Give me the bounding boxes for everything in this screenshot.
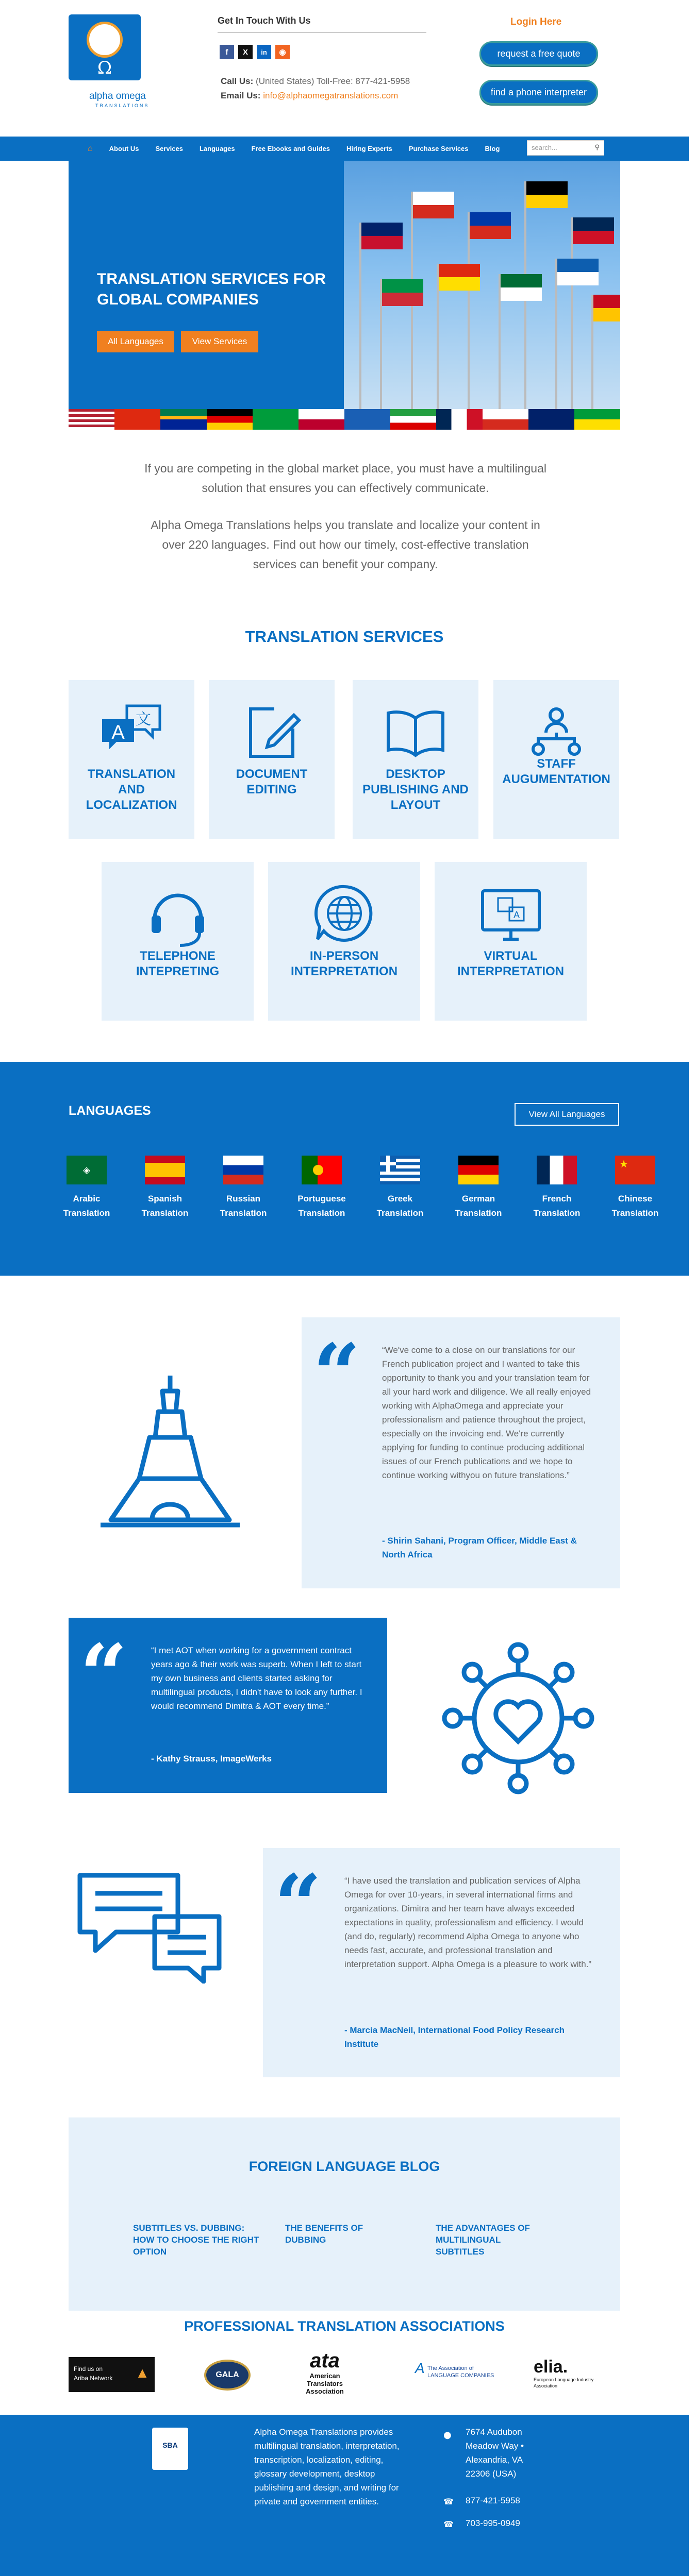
headset-icon	[144, 882, 211, 948]
testimonial-card	[263, 1848, 620, 2077]
association-line: LANGUAGE COMPANIES	[427, 2372, 494, 2379]
language-sub: Translation	[63, 1208, 110, 1218]
rss-icon[interactable]: ◉	[275, 45, 290, 59]
footer-phone-2[interactable]: 703-995-0949	[466, 2518, 520, 2528]
testimonial-author: - Shirin Sahani, Program Officer, Middle East & North Africa	[382, 1536, 577, 1560]
location-icon: ●	[443, 2430, 452, 2441]
flag-pole	[468, 212, 470, 429]
site-logo[interactable]	[69, 14, 150, 110]
service-card-telephone[interactable]	[102, 862, 254, 1021]
flag-pole	[380, 279, 382, 429]
flag	[382, 293, 423, 306]
gala-logo[interactable]	[204, 2360, 251, 2391]
flag	[361, 236, 403, 249]
language-sub: Translation	[141, 1208, 189, 1218]
language-sub: Translation	[220, 1208, 267, 1218]
flag-pole	[499, 274, 501, 429]
eiffel-tower-icon	[90, 1370, 250, 1535]
associations-title: PROFESSIONAL TRANSLATION ASSOCIATIONS	[184, 2318, 505, 2334]
language-name: Greek	[387, 1194, 413, 1204]
view-all-languages-button[interactable]: View All Languages	[515, 1103, 619, 1126]
contact-info	[221, 74, 427, 103]
flag	[593, 308, 620, 321]
nav-about[interactable]: About Us	[109, 145, 139, 152]
x-icon[interactable]: X	[238, 45, 253, 59]
service-label: STAFF AUGUMENTATION	[502, 757, 610, 786]
svg-text:A: A	[111, 722, 125, 743]
svg-text:文: 文	[136, 710, 151, 728]
flag-pole	[437, 264, 439, 429]
get-in-touch-title: Get In Touch With Us	[218, 15, 311, 26]
language-item-french[interactable]	[518, 1156, 595, 1221]
globe-chat-icon	[311, 882, 378, 948]
flag	[439, 277, 480, 291]
email-link[interactable]: info@alphaomegatranslations.com	[263, 91, 399, 100]
service-label: DESKTOP PUBLISHING AND LAYOUT	[362, 767, 469, 812]
service-card-staff[interactable]	[493, 680, 619, 839]
language-sub: Translation	[298, 1208, 345, 1218]
flag-pole	[591, 295, 593, 429]
service-card-dtp[interactable]	[353, 680, 478, 839]
social-links	[220, 45, 290, 59]
language-item-arabic[interactable]	[48, 1156, 125, 1221]
language-name: Russian	[226, 1194, 261, 1204]
language-name: Spanish	[147, 1194, 183, 1204]
edit-document-icon	[238, 700, 305, 767]
testimonial-text: “I met AOT when working for a government contract years ago & their work was superb. When I left to start my own business and clients started asking for multilingual products, I didn't have to look any further. I would recommend Dimitra & AOT every time.”	[151, 1646, 362, 1711]
footer-address: 7674 Audubon Meadow Way • Alexandria, VA 22306 (USA)	[466, 2427, 524, 2479]
login-link[interactable]: Login Here	[510, 16, 562, 27]
spain-flag-icon	[145, 1156, 185, 1184]
logo-subtitle: TRANSLATIONS	[95, 103, 150, 108]
portugal-flag-icon	[302, 1156, 342, 1184]
network-heart-icon	[438, 1638, 598, 1798]
blog-title: FOREIGN LANGUAGE BLOG	[248, 2159, 440, 2174]
language-item-chinese[interactable]	[596, 1156, 674, 1221]
service-card-virtual[interactable]	[435, 862, 587, 1021]
language-name: French	[542, 1194, 572, 1204]
call-label: Call Us:	[221, 76, 254, 86]
nav-purchase[interactable]: Purchase Services	[408, 145, 469, 152]
testimonial-card	[69, 1618, 387, 1793]
service-label: DOCUMENT EDITING	[236, 767, 308, 796]
association-line: Find us on	[74, 2365, 103, 2372]
phone-interpreter-button[interactable]: find a phone interpreter	[479, 80, 598, 105]
chat-bubbles-icon	[75, 1865, 224, 1984]
monitor-translate-icon	[477, 882, 544, 948]
flag	[557, 272, 599, 285]
flag	[501, 274, 542, 287]
russia-flag-icon	[223, 1156, 263, 1184]
language-item-russian[interactable]	[205, 1156, 282, 1221]
association-line: Ariba Network	[74, 2375, 113, 2382]
service-card-translation[interactable]	[69, 680, 194, 839]
flag	[573, 217, 614, 231]
flag	[593, 295, 620, 308]
testimonial-author: - Marcia MacNeil, International Food Policy Research Institute	[344, 2025, 565, 2049]
languages-title: LANGUAGES	[69, 1104, 151, 1118]
blog-post-link[interactable]: THE ADVANTAGES OF MULTILINGUAL SUBTITLES	[436, 2223, 530, 2257]
footer-about: Alpha Omega Translations provides multilingual translation, interpretation, transcription, localization, editing, glossary development, desktop publishing and design, and writing for private and government entities.	[254, 2427, 400, 2506]
association-line: American Translators Association	[306, 2372, 344, 2395]
elia-logo[interactable]	[534, 2357, 611, 2393]
flag	[573, 231, 614, 244]
sba-badge: SBA	[152, 2428, 188, 2470]
language-sub: Translation	[376, 1208, 424, 1218]
intro-paragraph-1: If you are competing in the global market place, you must have a multilingual solution that ensures you can effectively communicate.	[144, 462, 546, 495]
association-line: The Association of	[427, 2365, 474, 2371]
language-item-greek[interactable]	[361, 1156, 439, 1221]
greece-flag-icon	[380, 1156, 420, 1184]
footer-phone-1[interactable]: 877-421-5958	[466, 2496, 520, 2505]
search-placeholder: search...	[532, 144, 557, 151]
flag	[413, 192, 454, 205]
flag	[413, 205, 454, 218]
flag	[470, 212, 511, 226]
ata-logo[interactable]	[296, 2349, 353, 2401]
flag	[439, 264, 480, 277]
flag-pole	[555, 259, 557, 429]
search-icon[interactable]: ⚲	[594, 143, 600, 151]
request-quote-button[interactable]: request a free quote	[479, 41, 598, 66]
phone-icon: ☎	[443, 2497, 454, 2506]
service-label: TRANSLATION AND LOCALIZATION	[86, 767, 177, 812]
logo-name: alpha omega	[89, 91, 146, 101]
association-line: ata	[310, 2349, 340, 2372]
flag	[526, 181, 568, 195]
nav-languages[interactable]: Languages	[199, 145, 235, 152]
flag-pole	[411, 192, 413, 429]
quote-icon: “	[80, 1626, 128, 1723]
hero-banner	[69, 161, 620, 430]
all-languages-button[interactable]: All Languages	[97, 331, 174, 352]
flag	[501, 287, 542, 301]
search-input[interactable]	[527, 140, 604, 156]
service-label: VIRTUAL INTERPRETATION	[457, 949, 565, 978]
service-card-in-person[interactable]	[268, 862, 420, 1021]
email-label: Email Us:	[221, 91, 261, 100]
alc-logo[interactable]: A The Association of LANGUAGE COMPANIES	[415, 2365, 503, 2385]
phone-icon: ☎	[443, 2519, 454, 2529]
testimonial-text: “We've come to a close on our translations for our French publication project and I wanted to take this opportunity to thank you and your translation team for all your hard work and diligence. We all really enjoyed working with AlphaOmega and appreciate your professionalism and patience throughout the project, especially on the invoicing end. We're currently applying for funding to continue producing additional issues of our French publications and we hope to continue working withyou on future translations.”	[382, 1345, 591, 1480]
testimonial-text: “I have used the translation and publication services of Alpha Omega for over 10-years, in several international firms and organizations. Dimitra and her team have always exceeded expectations in quality, professionalism and efficiency. I would (and do, regularly) recommend Alpha Omega to anyone who needs fast, accurate, and professional translation and interpretation support. Alpha Omega is a pleasure to work with.”	[344, 1876, 592, 1969]
globe-icon	[87, 22, 123, 58]
flag	[470, 226, 511, 239]
blog-post-link[interactable]: SUBTITLES VS. DUBBING: HOW TO CHOOSE THE RIGHT OPTION	[133, 2223, 259, 2257]
quote-icon: “	[313, 1326, 361, 1422]
view-services-button[interactable]: View Services	[181, 331, 258, 352]
hero-title: TRANSLATION SERVICES FOR GLOBAL COMPANIES	[97, 270, 326, 308]
divider	[218, 32, 426, 33]
linkedin-icon[interactable]: in	[257, 45, 271, 59]
flag-pole	[571, 217, 573, 429]
service-label: IN-PERSON INTERPRETATION	[290, 949, 398, 978]
flags-photo	[344, 161, 620, 430]
home-icon[interactable]: ⌂	[88, 144, 93, 153]
saudi-flag-icon: ◈	[67, 1156, 107, 1184]
services-title: TRANSLATION SERVICES	[245, 628, 444, 646]
language-name: Arabic	[73, 1194, 101, 1204]
language-name: Chinese	[618, 1194, 653, 1204]
flag-pole	[524, 181, 526, 429]
language-sub: Translation	[533, 1208, 581, 1218]
logo-mark	[69, 14, 141, 80]
service-label: TELEPHONE INTEPRETING	[136, 949, 220, 978]
association-line: elia.	[534, 2357, 568, 2377]
omega-icon: Ω	[97, 58, 112, 78]
translate-icon	[98, 700, 165, 767]
language-sub: Translation	[455, 1208, 502, 1218]
service-card-editing[interactable]	[209, 680, 335, 839]
blog-section	[69, 2117, 620, 2311]
quote-icon: “	[274, 1856, 322, 1953]
flag	[557, 259, 599, 272]
call-value[interactable]: (United States) Toll-Free: 877-421-5958	[256, 76, 410, 86]
flag-strip	[69, 409, 620, 430]
testimonial-card	[302, 1317, 620, 1588]
language-item-spanish[interactable]	[126, 1156, 204, 1221]
language-item-german[interactable]	[440, 1156, 517, 1221]
language-sub: Translation	[611, 1208, 659, 1218]
language-name: German	[461, 1194, 495, 1204]
testimonial-author: - Kathy Strauss, ImageWerks	[151, 1754, 272, 1764]
association-line: European Language Industry Association	[534, 2377, 594, 2388]
open-book-icon	[382, 700, 449, 767]
flag-pole	[359, 223, 361, 429]
intro-paragraph-2: Alpha Omega Translations helps you translate and localize your content in over 220 languages. Find out how our timely, cost-effective translation services can benefit your company.	[151, 518, 540, 571]
nav-services[interactable]: Services	[155, 145, 183, 152]
flags-illustration	[344, 161, 620, 430]
flag	[361, 223, 403, 236]
language-name: Portuguese	[297, 1194, 346, 1204]
blog-post-link[interactable]: THE BENEFITS OF DUBBING	[285, 2223, 363, 2245]
nav-blog[interactable]: Blog	[485, 145, 500, 152]
flag	[382, 279, 423, 293]
china-flag-icon: ★	[615, 1156, 655, 1184]
nav-hiring[interactable]: Hiring Experts	[346, 145, 392, 152]
ariba-logo[interactable]: Find us on Ariba Network ▲	[69, 2357, 155, 2392]
svg-text:A: A	[513, 910, 520, 920]
germany-flag-icon	[458, 1156, 499, 1184]
facebook-icon[interactable]: f	[220, 45, 234, 59]
france-flag-icon	[537, 1156, 577, 1184]
language-item-portuguese[interactable]	[283, 1156, 360, 1221]
association-line: GALA	[216, 2370, 239, 2379]
flag	[526, 195, 568, 208]
nav-ebooks[interactable]: Free Ebooks and Guides	[251, 145, 330, 152]
